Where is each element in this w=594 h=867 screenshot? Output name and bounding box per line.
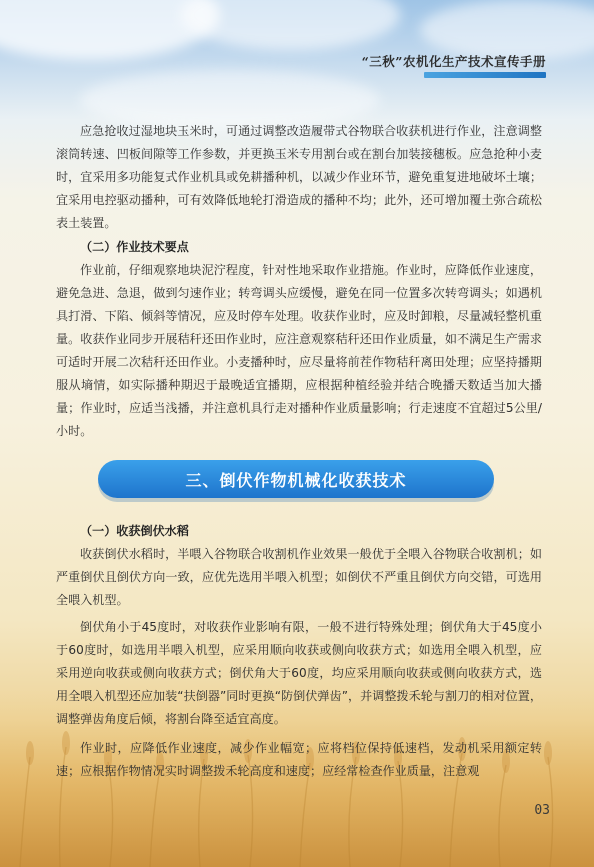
body-paragraph: 作业时，应降低作业速度，减少作业幅宽；应将档位保持低速档，发动机采用额定转速；应根据作物情况实时调整拨禾轮高度和速度；应经常检查作业质量，注意观 [56,741,542,778]
cloud-decoration [180,0,400,50]
body-paragraph: 作业前，仔细观察地块泥泞程度，针对性地采取作业措施。作业时，应降低作业速度，避免急进、急退，做到匀速作业；转弯调头应缓慢，避免在同一位置多次转弯调头；如遇机具打滑、下陷、倾斜等情况，应及时停车处理。收获作业时，应及时卸粮，尽量减轻整机重量。收获作业同步开展秸秆还田作业时，应注意观察秸秆还田作业质量，如不满足生产需求可适时开展二次秸秆还田作业。小麦播种时，应尽量将前茬作物秸秆离田处理；应坚持播期服从墒情，如实际播种期迟于最晚适宜播期，应根据种植经验并结合晚播天数适当加大播量；作业时，应适当浅播，并注意机具行走对播种作业质量影响；行走速度不宜超过5公里/小时。 [56,263,542,438]
body-paragraph: 倒伏角小于45度时，对收获作业影响有限，一般不进行特殊处理；倒伏角大于45度小于60度时，如选用半喂入机型，应采用顺向收获或侧向收获方式；如选用全喂入机型，应采用逆向收获或侧向收获方式；倒伏角大于60度，均应采用顺向收获或侧向收获方式，选用全喂入机型还应加装“扶倒器”同时更换“防倒伏弹齿”，并调整拨禾轮与割刀的相对位置，调整弹齿角度后倾，将割台降至适宜高度。 [56,620,542,726]
section-banner [98,460,494,498]
handbook-title: “三秋”农机化生产技术宣传手册 [361,54,546,69]
header-accent-bar [424,72,546,78]
body-paragraph: 收获倒伏水稻时，半喂入谷物联合收割机作业效果一般优于全喂入谷物联合收割机；如严重倒伏且倒伏方向一致，应优先选用半喂入机型；如倒伏不严重且倒伏方向交错，可选用全喂入机型。 [56,547,542,607]
cloud-decoration [420,0,594,60]
subheading-work-tech: （二）作业技术要点 [80,240,189,254]
page-number: 03 [534,803,550,818]
subheading-rice: （一）收获倒伏水稻 [80,524,189,538]
body-paragraph: 应急抢收过湿地块玉米时，可通过调整改造履带式谷物联合收获机进行作业，注意调整滚筒转速、凹板间隙等工作参数，并更换玉米专用割台或在割台加装接穗板。应急抢种小麦时，宜采用多功能复式作业机具或免耕播种机，以减少作业环节，避免重复进地破坏土壤；宜采用电控驱动播种，可有效降低地轮打滑造成的播种不均；此外，还可增加覆土弥合疏松表土装置。 [56,124,542,230]
section-title: 三、倒伏作物机械化收获技术 [185,470,407,490]
